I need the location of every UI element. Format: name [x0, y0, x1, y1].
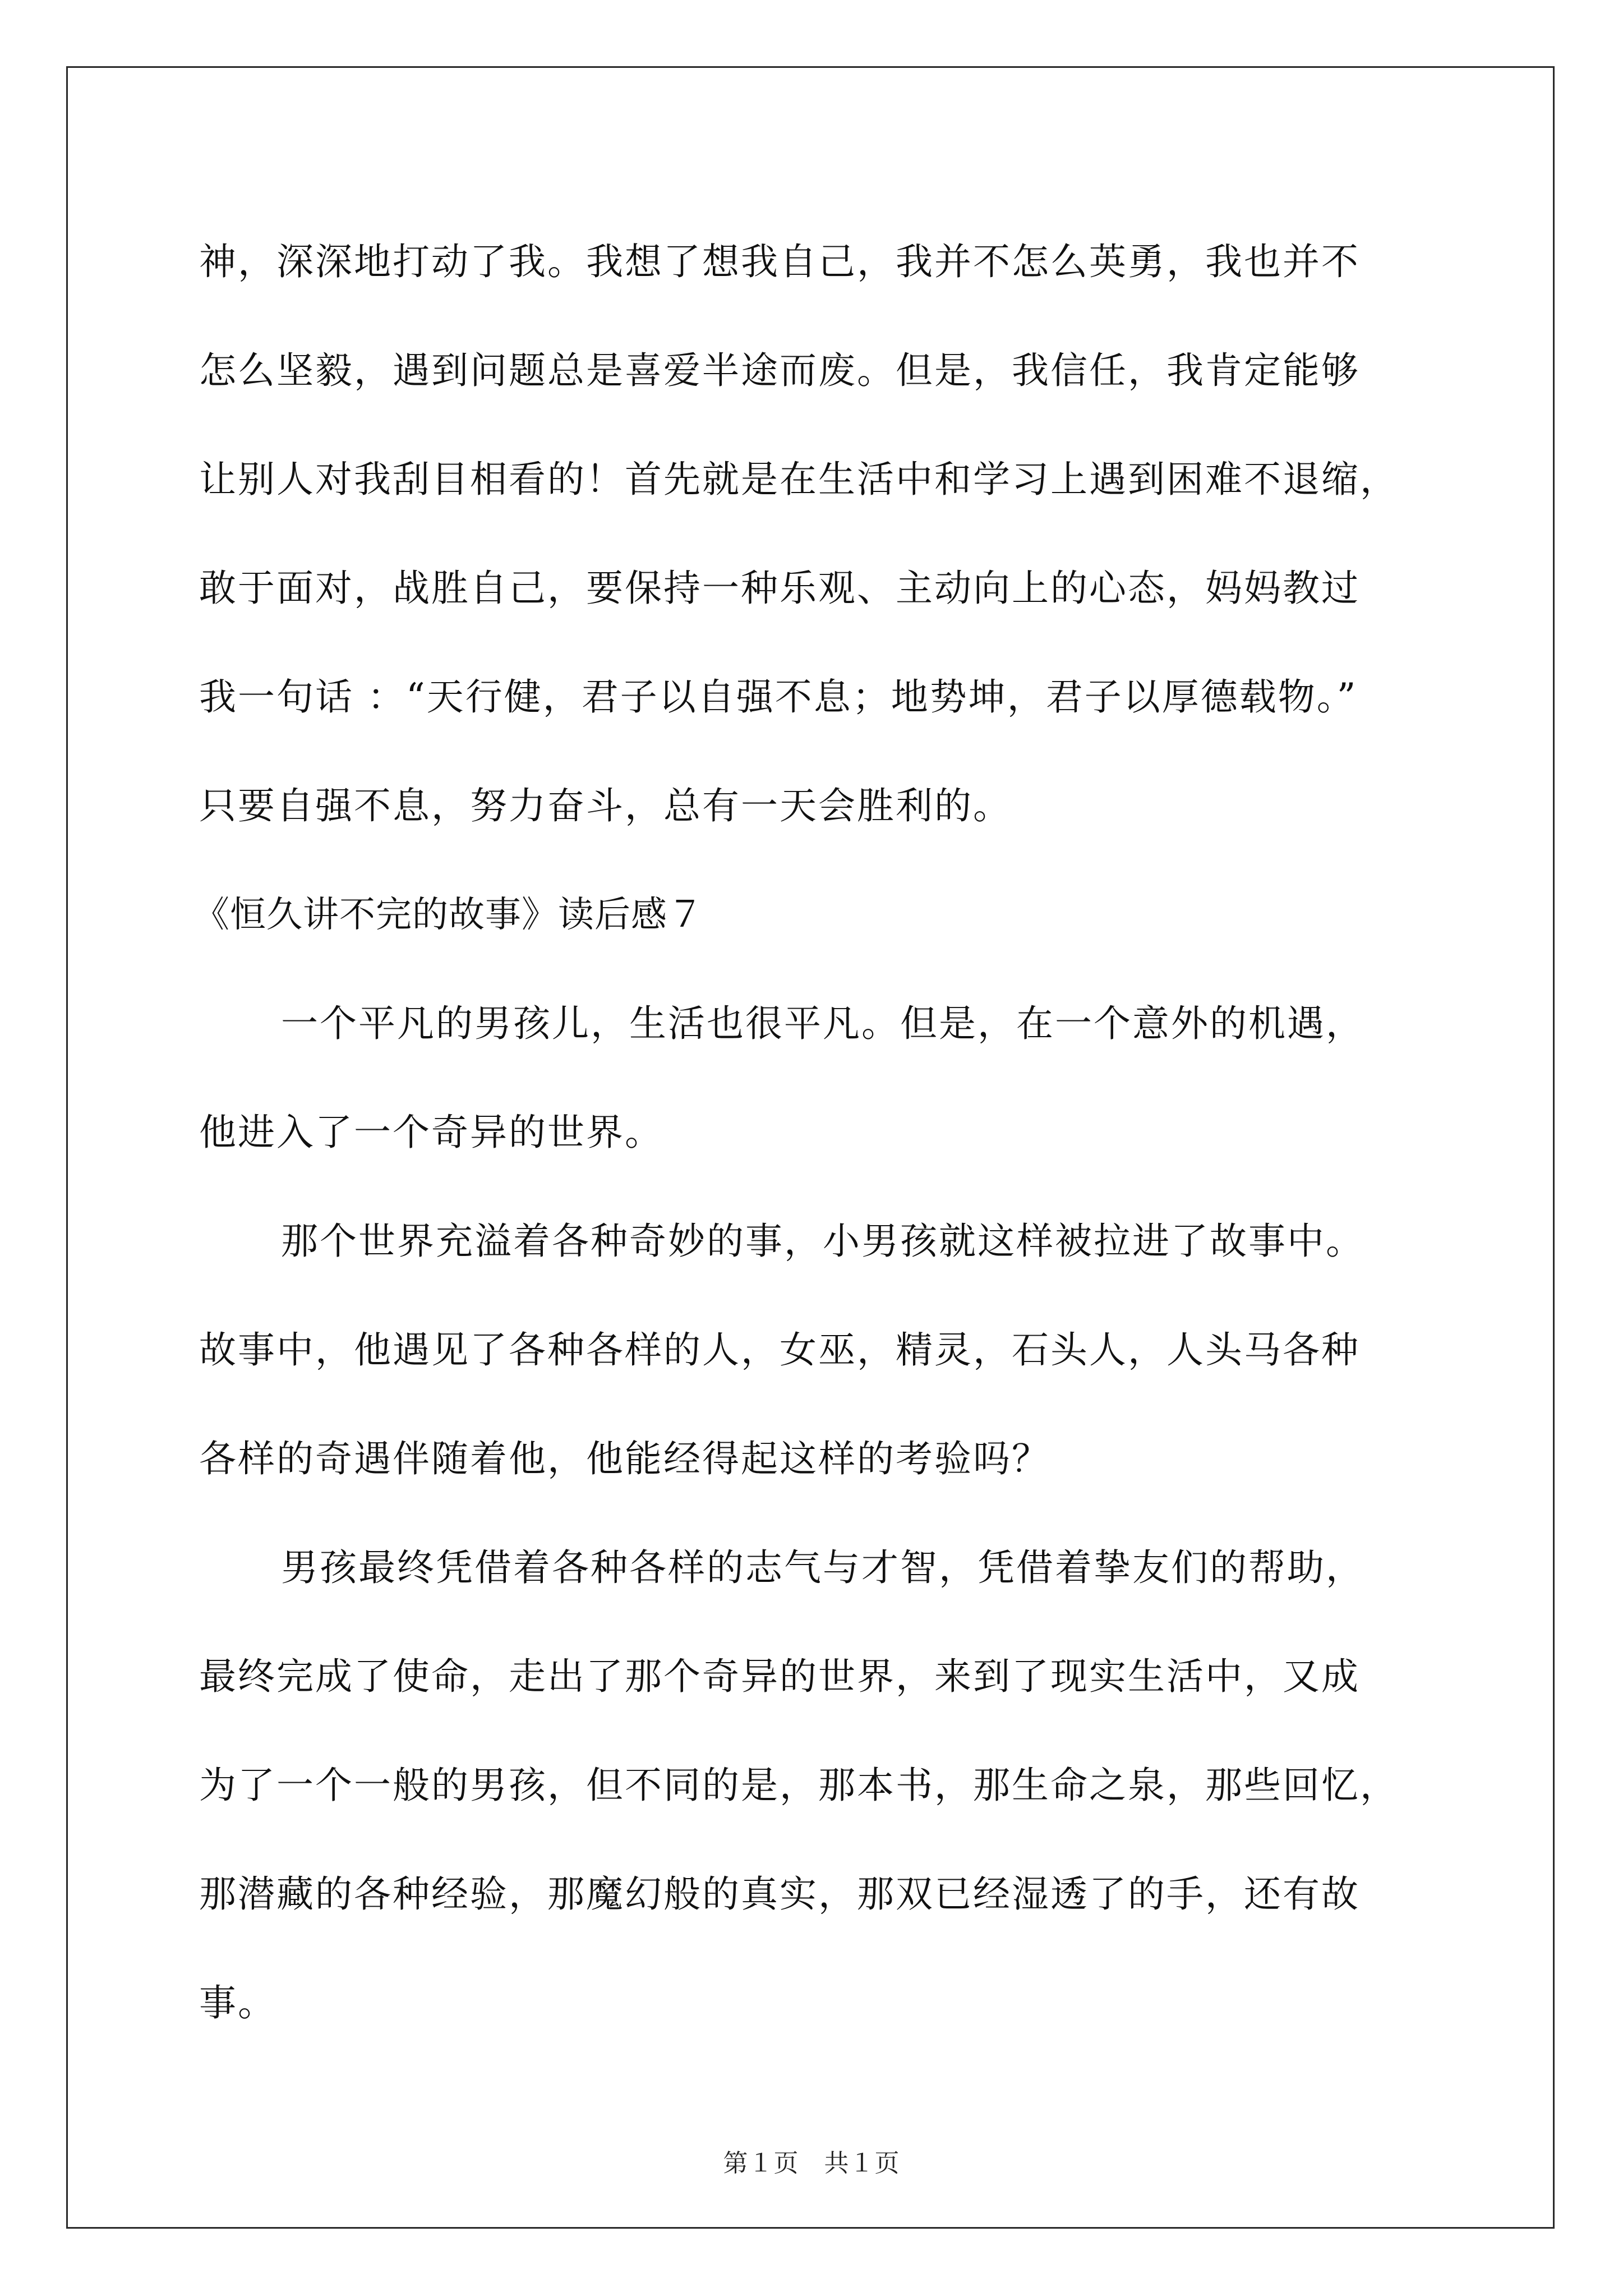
text-line: 那潜藏的各种经验，那魔幻般的真实，那双已经湿透了的手，还有故 — [199, 1872, 1360, 1916]
text-line: 怎么坚毅，遇到问题总是喜爱半途而废。但是，我信任，我肯定能够 — [199, 349, 1360, 392]
paragraph-first-line: 那个世界充溢着各种奇妙的事，小男孩就这样被拉进了故事中。 — [281, 1220, 1364, 1263]
text-line: 敢于面对，战胜自己，要保持一种乐观、主动向上的心态，妈妈教过 — [199, 567, 1360, 610]
text-line: 为了一个一般的男孩，但不同的是，那本书，那生命之泉，那些回忆， — [199, 1764, 1399, 1807]
page-footer: 第１页 共１页 — [723, 2149, 900, 2178]
paragraph-first-line: 男孩最终凭借着各种各样的志气与才智，凭借着挚友们的帮助， — [281, 1546, 1364, 1589]
document-body — [193, 208, 1433, 2058]
text-line: 神，深深地打动了我。我想了想我自己，我并不怎么英勇，我也并不 — [199, 240, 1360, 283]
text-line: 我一句话 ：“天行健，君子以自强不息；地势坤，君子以厚德载物。” — [199, 675, 1358, 719]
text-line: 让别人对我刮目相看的！首先就是在生活中和学习上遇到困难不退缩， — [199, 458, 1399, 501]
text-line: 故事中，他遇见了各种各样的人，女巫，精灵，石头人，人头马各种 — [199, 1328, 1360, 1372]
section-heading: 《恒久讲不完的故事》读后感７ — [193, 894, 704, 936]
paragraph-first-line: 一个平凡的男孩儿，生活也很平凡。但是，在一个意外的机遇， — [281, 1002, 1364, 1045]
text-line: 各样的奇遇伴随着他，他能经得起这样的考验吗？ — [199, 1437, 1050, 1480]
text-line: 事。 — [199, 1981, 276, 2024]
text-line: 只要自强不息，努力奋斗，总有一天会胜利的。 — [199, 784, 1012, 827]
text-line: 最终完成了使命，走出了那个奇异的世界，来到了现实生活中，又成 — [199, 1655, 1360, 1698]
text-line: 他进入了一个奇异的世界。 — [199, 1111, 663, 1154]
